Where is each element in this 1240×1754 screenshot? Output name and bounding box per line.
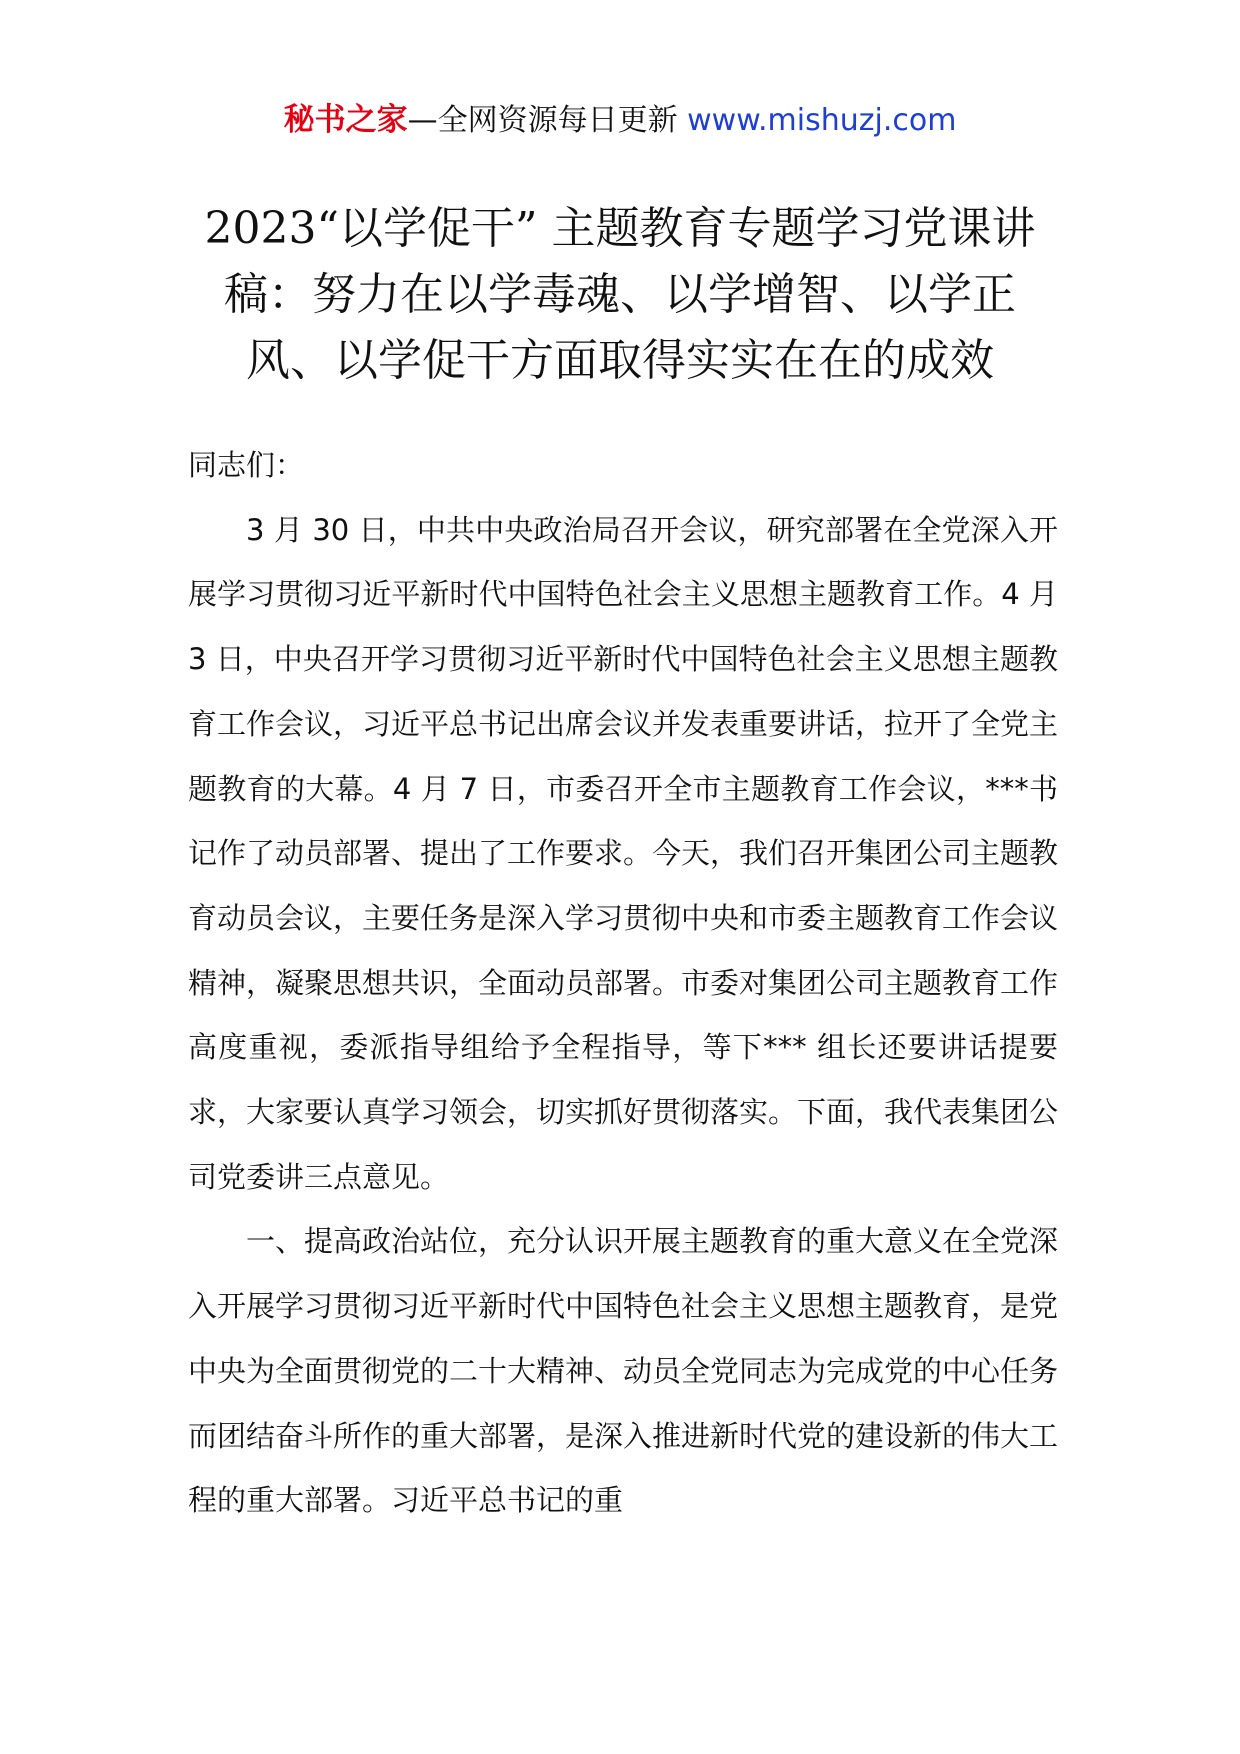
title-line: 稿：努力在以学毒魂、以学增智、以学正 [224,269,1016,320]
site-tagline: —全网资源每日更新 [407,103,688,138]
brand-name: 秘书之家 [283,102,408,138]
body-paragraph: 3 月 30 日，中共中央政治局召开会议，研究部署在全党深入开展学习贯彻习近平新时代中国特色社会主义思想主题教育工作。4 月 3 日，中央召开学习贯彻习近平新时代中国特色社会主义思想主题教育工作会议，习近平总书记出席会议并发表重要讲话，拉开了全党主题教育的大幕。4 月 7 日，市委召开全市主题教育工作会议，***书记作了动员部署、提出了工作要求。今天，我们召开集团公司主题教育动员会议，主要任务是深入学习贯彻中央和市委主题教育工作会议精神，凝聚思想共识，全面动员部署。市委对集团公司主题教育工作高度重视，委派指导组给予全程指导，等下*** 组长还要讲话提要求，大家要认真学习领会，切实抓好贯彻落实。下面，我代表集团公司党委讲三点意见。 [188,512,1059,1194]
document-body [188,433,1058,1533]
title-line: 2023“以学促干” 主题教育专题学习党课讲 [204,203,1036,254]
site-header [0,100,1240,141]
title-line: 风、以学促干方面取得实实在在的成效 [246,335,994,386]
salutation: 同志们： [188,448,305,482]
body-paragraph: 一、提高政治站位，充分认识开展主题教育的重大意义在全党深入开展学习贯彻习近平新时代中国特色社会主义思想主题教育，是党中央为全面贯彻党的二十大精神、动员全党同志为完成党的中心任务而团结奋斗所作的重大部署，是深入推进新时代党的建设新的伟大工程的重大部署。习近平总书记的重 [188,1224,1059,1518]
document-title [180,196,1060,394]
site-url-link[interactable]: www.mishuzj.com [687,103,957,138]
